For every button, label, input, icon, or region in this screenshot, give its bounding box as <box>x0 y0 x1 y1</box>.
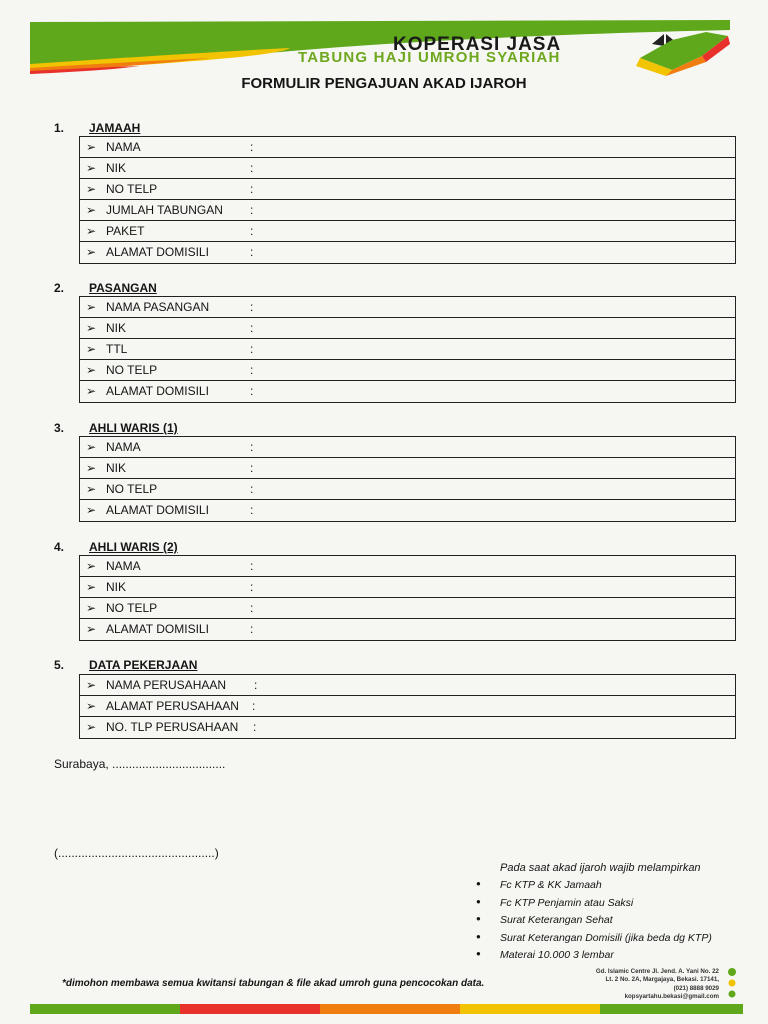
arrow-bullet-icon: ➢ <box>86 224 97 238</box>
field-label: JUMLAH TABUNGAN <box>106 203 223 217</box>
footer-red-segment <box>180 1004 320 1014</box>
field-label: PAKET <box>106 224 145 238</box>
field-label: NIK <box>106 580 127 594</box>
field-label: ALAMAT PERUSAHAAN <box>106 699 239 713</box>
arrow-bullet-icon: ➢ <box>86 601 97 615</box>
arrow-bullet-icon: ➢ <box>86 482 97 496</box>
section-title: AHLI WARIS (2) <box>89 540 178 554</box>
arrow-bullet-icon: ➢ <box>86 203 97 217</box>
footer-green-segment <box>30 1004 180 1014</box>
field-label: NO TELP <box>106 482 158 496</box>
arrow-bullet-icon: ➢ <box>86 245 97 259</box>
cooperative-logo-icon <box>632 26 732 78</box>
section-number: 1. <box>54 121 65 135</box>
footer-color-bar <box>30 1004 743 1014</box>
field-row[interactable]: ➢ NIK : <box>80 577 735 598</box>
address-block <box>536 968 719 1001</box>
org-name-line1: KOPERASI JASA <box>393 34 562 55</box>
section-title: JAMAAH <box>89 121 141 135</box>
footer-note: *dimohon membawa semua kwitansi tabungan & file akad umroh guna pencocokan data. <box>62 978 485 989</box>
footer-green-segment <box>600 1004 743 1014</box>
arrow-bullet-icon: ➢ <box>86 363 97 377</box>
field-label: NIK <box>106 321 127 335</box>
section-title: PASANGAN <box>89 281 157 295</box>
field-label: ALAMAT DOMISILI <box>106 384 209 398</box>
email-icon <box>729 991 736 998</box>
arrow-bullet-icon: ➢ <box>86 161 97 175</box>
field-row[interactable]: ➢ ALAMAT DOMISILI : <box>86 245 254 259</box>
field-label: ALAMAT DOMISILI <box>106 503 209 517</box>
arrow-bullet-icon: ➢ <box>86 384 97 398</box>
field-label: NAMA PASANGAN <box>106 300 210 314</box>
section-number: 4. <box>54 540 65 554</box>
data-pekerjaan-table <box>79 674 736 739</box>
arrow-bullet-icon: ➢ <box>86 503 97 517</box>
field-row[interactable]: ➢ NIK : <box>80 318 735 339</box>
signature-place-date: Surabaya, .................................. <box>54 757 226 771</box>
list-item: ● Surat Keterangan Sehat <box>476 914 712 932</box>
field-row[interactable]: ➢ NAMA : <box>80 437 735 458</box>
section-number: 2. <box>54 281 65 295</box>
list-item: ● Surat Keterangan Domisili (jika beda dg KTP) <box>476 932 712 950</box>
location-icon <box>728 968 736 976</box>
field-row[interactable]: ➢ NO. TLP PERUSAHAAN : <box>86 720 257 734</box>
arrow-bullet-icon: ➢ <box>86 140 97 154</box>
form-title: FORMULIR PENGAJUAN AKAD IJAROH <box>241 75 527 92</box>
field-row[interactable]: ➢ NIK : <box>80 458 735 479</box>
section-number: 5. <box>54 658 65 672</box>
field-row[interactable]: ➢ NIK : <box>80 158 735 179</box>
pasangan-table <box>79 296 736 403</box>
footer-orange-segment <box>320 1004 460 1014</box>
section-number: 3. <box>54 421 65 435</box>
field-row[interactable]: ➢ NO TELP : <box>80 479 735 500</box>
list-item: ● Materai 10.000 3 lembar <box>476 949 712 967</box>
arrow-bullet-icon: ➢ <box>86 559 97 573</box>
arrow-bullet-icon: ➢ <box>86 300 97 314</box>
address-line: Lt. 2 No. 2A, Margajaya, Bekasi. 17141, <box>605 976 719 984</box>
field-label: NAMA PERUSAHAAN <box>106 678 227 692</box>
arrow-bullet-icon: ➢ <box>86 720 97 734</box>
field-row[interactable]: ➢ ALAMAT DOMISILI : <box>86 384 254 398</box>
field-label: NAMA <box>106 140 141 154</box>
field-row[interactable]: ➢ NO TELP : <box>80 598 735 619</box>
field-label: NAMA <box>106 559 141 573</box>
arrow-bullet-icon: ➢ <box>86 342 97 356</box>
phone-icon <box>729 980 736 987</box>
field-row[interactable]: ➢ NAMA : <box>80 137 735 158</box>
arrow-bullet-icon: ➢ <box>86 699 97 713</box>
list-item: ● Fc KTP Penjamin atau Saksi <box>476 897 712 915</box>
arrow-bullet-icon: ➢ <box>86 321 97 335</box>
address-line: (021) 8888 9029 <box>673 984 719 992</box>
attachments-list <box>476 879 712 967</box>
field-label: NIK <box>106 461 127 475</box>
field-row[interactable]: ➢ NAMA PERUSAHAAN : <box>80 675 735 696</box>
field-label: ALAMAT DOMISILI <box>106 622 209 636</box>
field-label: NO TELP <box>106 601 158 615</box>
field-row[interactable]: ➢ TTL : <box>80 339 735 360</box>
field-row[interactable]: ➢ ALAMAT DOMISILI : <box>86 503 254 517</box>
field-row[interactable]: ➢ ALAMAT DOMISILI : <box>86 622 254 636</box>
arrow-bullet-icon: ➢ <box>86 622 97 636</box>
arrow-bullet-icon: ➢ <box>86 580 97 594</box>
contact-icons <box>724 966 740 1002</box>
attachments-title: Pada saat akad ijaroh wajib melampirkan <box>500 862 701 874</box>
section-title: AHLI WARIS (1) <box>89 421 178 435</box>
address-line: Gd. Islamic Centre Jl. Jend. A. Yani No. 22 <box>595 968 719 975</box>
arrow-bullet-icon: ➢ <box>86 182 97 196</box>
field-row[interactable]: ➢ PAKET : <box>80 221 735 242</box>
jamaah-table <box>79 136 736 264</box>
signature-name: (...............................................) <box>54 846 219 860</box>
address-line: kopsyartahu.bekasi@gmail.com <box>624 992 719 1000</box>
arrow-bullet-icon: ➢ <box>86 440 97 454</box>
field-row[interactable]: ➢ ALAMAT PERUSAHAAN : <box>80 696 735 717</box>
list-item: ● Fc KTP & KK Jamaah <box>476 879 712 897</box>
org-name-line2: TABUNG HAJI UMROH SYARIAH <box>298 49 561 66</box>
ahli-waris-1-table <box>79 436 736 522</box>
section-title: DATA PEKERJAAN <box>89 658 198 672</box>
field-label: ALAMAT DOMISILI <box>106 245 209 259</box>
field-label: NO TELP <box>106 182 158 196</box>
field-row[interactable]: ➢ NO TELP : <box>80 179 735 200</box>
field-row[interactable]: ➢ NAMA : <box>80 556 735 577</box>
field-label: NO. TLP PERUSAHAAN <box>106 720 239 734</box>
field-label: NO TELP <box>106 363 158 377</box>
field-label: NAMA <box>106 440 141 454</box>
ahli-waris-2-table <box>79 555 736 641</box>
arrow-bullet-icon: ➢ <box>86 461 97 475</box>
arrow-bullet-icon: ➢ <box>86 678 97 692</box>
field-row[interactable]: ➢ NO TELP : <box>80 360 735 381</box>
field-label: TTL <box>106 342 128 356</box>
field-label: NIK <box>106 161 127 175</box>
field-row[interactable]: ➢ JUMLAH TABUNGAN : <box>80 200 735 221</box>
footer-yellow-segment <box>460 1004 600 1014</box>
field-row[interactable]: ➢ NAMA PASANGAN : <box>80 297 735 318</box>
